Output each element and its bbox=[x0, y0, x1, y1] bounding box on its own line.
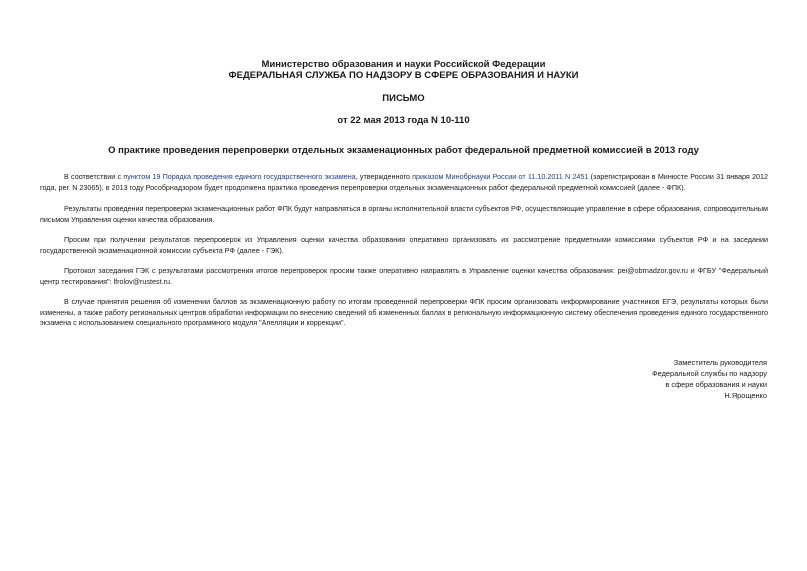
p2-text: Результаты проведения перепроверки экзаменационных работ ФПК будут направляться в органы исполнительной власти субъектов РФ, осуществляющие управление в сфере образования, сопроводительным письмом Управления оценки качества образования. bbox=[40, 204, 768, 224]
signature-line-2: Федеральной службы по надзору bbox=[652, 369, 767, 378]
signature-line-3: в сфере образования и науки bbox=[665, 380, 767, 389]
service-heading: ФЕДЕРАЛЬНАЯ СЛУЖБА ПО НАДЗОРУ В СФЕРЕ ОБРАЗОВАНИЯ И НАУКИ bbox=[228, 70, 579, 81]
p5-text: В случае принятия решения об изменении баллов за экзаменационную работу по итогам проведенной перепроверки ФПК просим организовать информирование участников ЕГЭ, результаты которых были изменены, а также работу региональных центров обработки информации по внесению сведений об измененных баллах в региональную информационную систему обеспечения проведения единого государственного экзамена с использованием специального программного модуля "Апелляции и коррекции". bbox=[40, 297, 768, 327]
ministry-heading: Министерство образования и науки Российской Федерации bbox=[261, 59, 546, 70]
document-title: О практике проведения перепроверки отдельных экзаменационных работ федеральной предметной комиссией в 2013 году bbox=[108, 145, 699, 156]
paragraph-4 bbox=[40, 266, 768, 287]
signature-name: Н.Ярощенко bbox=[724, 391, 767, 400]
document-type: ПИСЬМО bbox=[382, 93, 425, 104]
document-date: от 22 мая 2013 года N 10-110 bbox=[337, 115, 470, 126]
p1-text-1: В соответствии с bbox=[64, 172, 124, 181]
p1-text-2: , утвержденного bbox=[355, 172, 413, 181]
p1-text-3: (зарегистрирован в Минюсте России 31 января 2012 года, рег. N 23065), в 2013 году Рособрнадзором будет продолжена практика проведения перепроверки отдельных экзаменационных работ федеральной предметной комиссией (далее - ФПК). bbox=[40, 172, 768, 192]
paragraph-3 bbox=[40, 235, 768, 256]
p4-text: Протокол заседания ГЭК с результатами рассмотрения итогов перепроверок просим также оперативно направлять в Управление оценки качества образования: pei@obrnadzor.gov.ru и ФГБУ "Федеральный центр тестирования": lfrolov@rustest.ru. bbox=[40, 266, 768, 286]
paragraph-1 bbox=[40, 172, 768, 193]
signature-block bbox=[652, 357, 767, 401]
paragraph-2 bbox=[40, 204, 768, 225]
p3-text: Просим при получении результатов перепроверок из Управления оценки качества образования оперативно организовать их рассмотрение предметными комиссиями субъектов РФ и на заседании государственной экзаменационной комиссии субъекта РФ (далее - ГЭК). bbox=[40, 235, 768, 255]
order-point-19-link[interactable]: пунктом 19 Порядка проведения единого государственного экзамена bbox=[123, 172, 356, 181]
ministry-order-link[interactable]: приказом Минобрнауки России от 11.10.2011 N 2451 bbox=[412, 172, 589, 181]
paragraph-5 bbox=[40, 297, 768, 329]
signature-line-1: Заместитель руководителя bbox=[673, 358, 767, 367]
